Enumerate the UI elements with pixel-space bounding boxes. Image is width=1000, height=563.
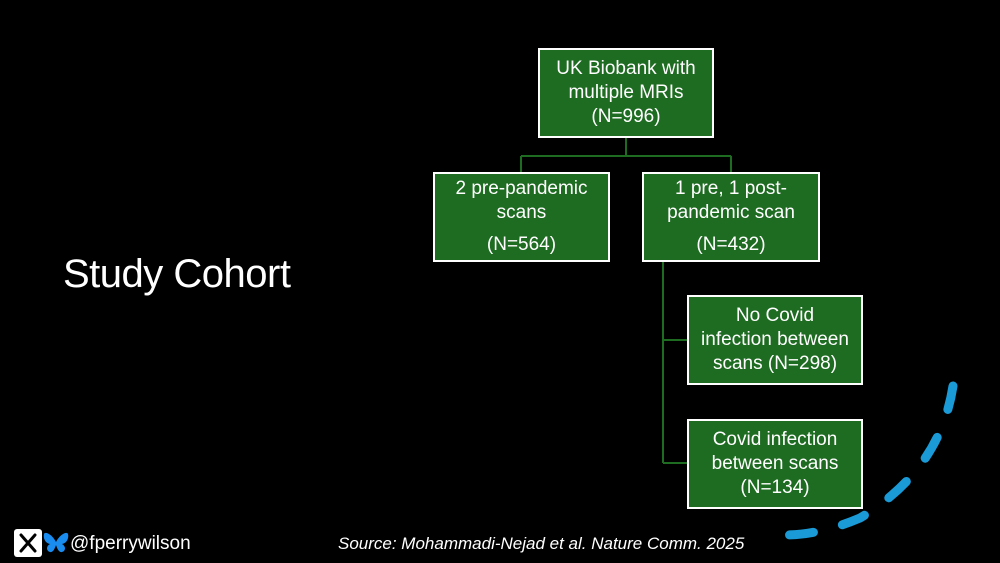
node-line: (N=996) (591, 106, 661, 127)
node-line: Covid infection (712, 429, 838, 450)
node-line: infection between (701, 329, 849, 350)
author-handle: @fperrywilson (70, 533, 191, 554)
node-line: scans (N=298) (712, 353, 838, 374)
node-line: UK Biobank with (556, 58, 696, 79)
x-logo-icon (14, 529, 42, 557)
node-line: scans (496, 202, 547, 223)
node-line: multiple MRIs (568, 82, 684, 103)
source-citation: Source: Mohammadi-Nejad et al. Nature Comm. 2025 (338, 534, 745, 553)
node-count: (N=564) (486, 234, 557, 255)
slide-title: Study Cohort (63, 252, 291, 296)
node-count: (N=432) (696, 234, 766, 255)
node-line: 1 pre, 1 post- (675, 178, 787, 199)
node-line: No Covid (735, 305, 815, 326)
node-line: pandemic scan (667, 202, 795, 223)
butterfly-icon (42, 530, 70, 556)
node-line: (N=134) (740, 477, 810, 498)
node-line: 2 pre-pandemic (455, 178, 588, 199)
node-line: between scans (711, 453, 839, 474)
